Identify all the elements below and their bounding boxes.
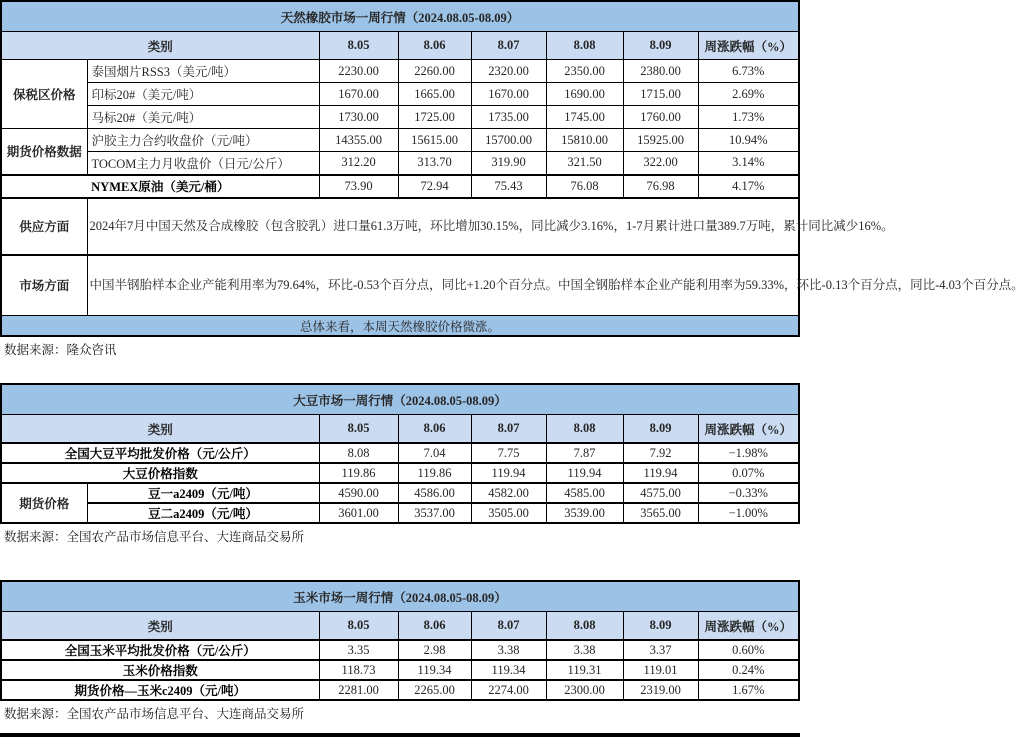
value-cell: 3565.00 (623, 503, 698, 523)
value-cell: 7.87 (546, 443, 623, 463)
value-cell: 14355.00 (319, 129, 398, 152)
row-group-label: 保税区价格 (1, 60, 87, 129)
weekly-change-cell: −1.00% (698, 503, 799, 523)
value-cell: 72.94 (398, 175, 471, 198)
value-cell: 2380.00 (623, 60, 698, 83)
info-row (1, 255, 799, 316)
category-header: 类别 (1, 32, 319, 60)
value-cell: 1730.00 (319, 106, 398, 129)
value-cell: 7.04 (398, 443, 471, 463)
table-row (1, 443, 799, 463)
change-column-header: 周涨跌幅（%） (698, 415, 799, 444)
weekly-change-cell: 3.14% (698, 152, 799, 175)
date-column-header: 8.09 (623, 612, 698, 641)
row-label: 期货价格—玉米c2409（元/吨） (1, 680, 319, 700)
value-cell: 119.94 (471, 463, 546, 483)
table-row (1, 129, 799, 152)
value-cell: 76.98 (623, 175, 698, 198)
value-cell: 2265.00 (398, 680, 471, 700)
info-row-text: 2024年7月中国天然及合成橡胶（包含胶乳）进口量61.3万吨，环比增加30.15%，同比减少3.16%，1-7月累计进口量389.7万吨，累计同比减少16%。 (87, 198, 799, 255)
value-cell: 322.00 (623, 152, 698, 175)
weekly-change-cell: 0.24% (698, 660, 799, 680)
weekly-change-cell: 1.73% (698, 106, 799, 129)
date-column-header: 8.07 (471, 612, 546, 641)
row-label: 印标20#（美元/吨） (87, 83, 319, 106)
value-cell: 1715.00 (623, 83, 698, 106)
column-header-row (1, 415, 799, 444)
weekly-change-cell: 1.67% (698, 680, 799, 700)
value-cell: 15810.00 (546, 129, 623, 152)
table-row (1, 463, 799, 483)
value-cell: 1760.00 (623, 106, 698, 129)
value-cell: 1670.00 (319, 83, 398, 106)
value-cell: 3539.00 (546, 503, 623, 523)
value-cell: 119.31 (546, 660, 623, 680)
category-header: 类别 (1, 415, 319, 444)
data-source-note: 数据来源：隆众咨讯 (4, 343, 117, 357)
row-label: NYMEX原油（美元/桶） (1, 175, 319, 198)
data-source-note: 数据来源：全国农产品市场信息平台、大连商品交易所 (4, 530, 305, 544)
weekly-change-cell: 6.73% (698, 60, 799, 83)
info-row-label: 供应方面 (1, 198, 87, 255)
value-cell: 4590.00 (319, 483, 398, 503)
value-cell: 119.94 (623, 463, 698, 483)
column-header-row (1, 612, 799, 641)
row-label: 玉米价格指数 (1, 660, 319, 680)
value-cell: 119.86 (398, 463, 471, 483)
value-cell: 73.90 (319, 175, 398, 198)
table-row (1, 152, 799, 175)
date-column-header: 8.05 (319, 415, 398, 444)
value-cell: 2319.00 (623, 680, 698, 700)
value-cell: 2260.00 (398, 60, 471, 83)
value-cell: 2230.00 (319, 60, 398, 83)
value-cell: 3.38 (471, 640, 546, 660)
weekly-change-cell: −1.98% (698, 443, 799, 463)
value-cell: 75.43 (471, 175, 546, 198)
value-cell: 76.08 (546, 175, 623, 198)
row-label: 豆二a2409（元/吨） (87, 503, 319, 523)
table-row (1, 83, 799, 106)
value-cell: 3537.00 (398, 503, 471, 523)
change-column-header: 周涨跌幅（%） (698, 32, 799, 60)
value-cell: 3505.00 (471, 503, 546, 523)
category-header: 类别 (1, 612, 319, 641)
summary-text: 总体来看，本周天然橡胶价格微涨。 (1, 316, 799, 337)
table-title: 玉米市场一周行情（2024.08.05-08.09） (1, 581, 799, 612)
value-cell: 8.08 (319, 443, 398, 463)
value-cell: 3601.00 (319, 503, 398, 523)
value-cell: 2320.00 (471, 60, 546, 83)
weekly-change-cell: 10.94% (698, 129, 799, 152)
value-cell: 319.90 (471, 152, 546, 175)
date-column-header: 8.06 (398, 415, 471, 444)
row-group-label: 期货价格 (1, 483, 87, 523)
weekly-change-cell: −0.33% (698, 483, 799, 503)
date-column-header: 8.09 (623, 415, 698, 444)
column-header-row (1, 32, 799, 60)
value-cell: 1725.00 (398, 106, 471, 129)
info-row-label: 市场方面 (1, 255, 87, 316)
date-column-header: 8.05 (319, 32, 398, 60)
value-cell: 2281.00 (319, 680, 398, 700)
info-row-text: 中国半钢胎样本企业产能利用率为79.64%，环比-0.53个百分点，同比+1.20个百分点。中国全钢胎样本企业产能利用率为59.33%，环比-0.13个百分点，同比-4.03个百分点。 (87, 255, 799, 316)
date-column-header: 8.07 (471, 415, 546, 444)
table-row (1, 175, 799, 198)
value-cell: 7.75 (471, 443, 546, 463)
value-cell: 2300.00 (546, 680, 623, 700)
value-cell: 4582.00 (471, 483, 546, 503)
soybean-section (0, 383, 800, 554)
value-cell: 1670.00 (471, 83, 546, 106)
value-cell: 118.73 (319, 660, 398, 680)
value-cell: 1665.00 (398, 83, 471, 106)
value-cell: 3.37 (623, 640, 698, 660)
value-cell: 312.20 (319, 152, 398, 175)
table-row (1, 503, 799, 523)
row-label: 沪胶主力合约收盘价（元/吨） (87, 129, 319, 152)
row-label: 马标20#（美元/吨） (87, 106, 319, 129)
value-cell: 119.34 (398, 660, 471, 680)
value-cell: 313.70 (398, 152, 471, 175)
date-column-header: 8.05 (319, 612, 398, 641)
row-label: 全国玉米平均批发价格（元/公斤） (1, 640, 319, 660)
corn-section (0, 580, 800, 731)
value-cell: 4585.00 (546, 483, 623, 503)
value-cell: 3.38 (546, 640, 623, 660)
value-cell: 2.98 (398, 640, 471, 660)
table-row (1, 60, 799, 83)
value-cell: 15700.00 (471, 129, 546, 152)
row-label: 大豆价格指数 (1, 463, 319, 483)
rubber-table (0, 0, 1024, 337)
table-row (1, 660, 799, 680)
table-title: 天然橡胶市场一周行情（2024.08.05-08.09） (1, 1, 799, 32)
value-cell: 119.34 (471, 660, 546, 680)
table-row (1, 640, 799, 660)
row-label: 全国大豆平均批发价格（元/公斤） (1, 443, 319, 463)
summary-row (1, 316, 799, 337)
row-label: TOCOM主力月收盘价（日元/公斤） (87, 152, 319, 175)
date-column-header: 8.06 (398, 32, 471, 60)
value-cell: 2350.00 (546, 60, 623, 83)
value-cell: 15615.00 (398, 129, 471, 152)
table-title-row (1, 1, 799, 32)
date-column-header: 8.08 (546, 612, 623, 641)
table-row (1, 483, 799, 503)
info-row (1, 198, 799, 255)
weekly-change-cell: 2.69% (698, 83, 799, 106)
value-cell: 119.01 (623, 660, 698, 680)
row-label: 泰国烟片RSS3（美元/吨） (87, 60, 319, 83)
date-column-header: 8.09 (623, 32, 698, 60)
value-cell: 1690.00 (546, 83, 623, 106)
table-row (1, 680, 799, 700)
weekly-change-cell: 4.17% (698, 175, 799, 198)
bottom-divider (0, 733, 800, 737)
change-column-header: 周涨跌幅（%） (698, 612, 799, 641)
value-cell: 321.50 (546, 152, 623, 175)
table-row (1, 106, 799, 129)
value-cell: 2274.00 (471, 680, 546, 700)
value-cell: 7.92 (623, 443, 698, 463)
date-column-header: 8.06 (398, 612, 471, 641)
data-source-note: 数据来源：全国农产品市场信息平台、大连商品交易所 (4, 707, 305, 721)
rubber-section (0, 0, 1024, 367)
date-column-header: 8.08 (546, 32, 623, 60)
table-title: 大豆市场一周行情（2024.08.05-08.09） (1, 384, 799, 415)
value-cell: 1745.00 (546, 106, 623, 129)
value-cell: 119.94 (546, 463, 623, 483)
table-title-row (1, 581, 799, 612)
value-cell: 4586.00 (398, 483, 471, 503)
value-cell: 3.35 (319, 640, 398, 660)
value-cell: 1735.00 (471, 106, 546, 129)
date-column-header: 8.08 (546, 415, 623, 444)
value-cell: 15925.00 (623, 129, 698, 152)
corn-table (0, 580, 800, 701)
table-title-row (1, 384, 799, 415)
date-column-header: 8.07 (471, 32, 546, 60)
soybean-table (0, 383, 800, 524)
weekly-change-cell: 0.60% (698, 640, 799, 660)
value-cell: 4575.00 (623, 483, 698, 503)
row-label: 豆一a2409（元/吨） (87, 483, 319, 503)
row-group-label: 期货价格数据 (1, 129, 87, 175)
value-cell: 119.86 (319, 463, 398, 483)
weekly-change-cell: 0.07% (698, 463, 799, 483)
